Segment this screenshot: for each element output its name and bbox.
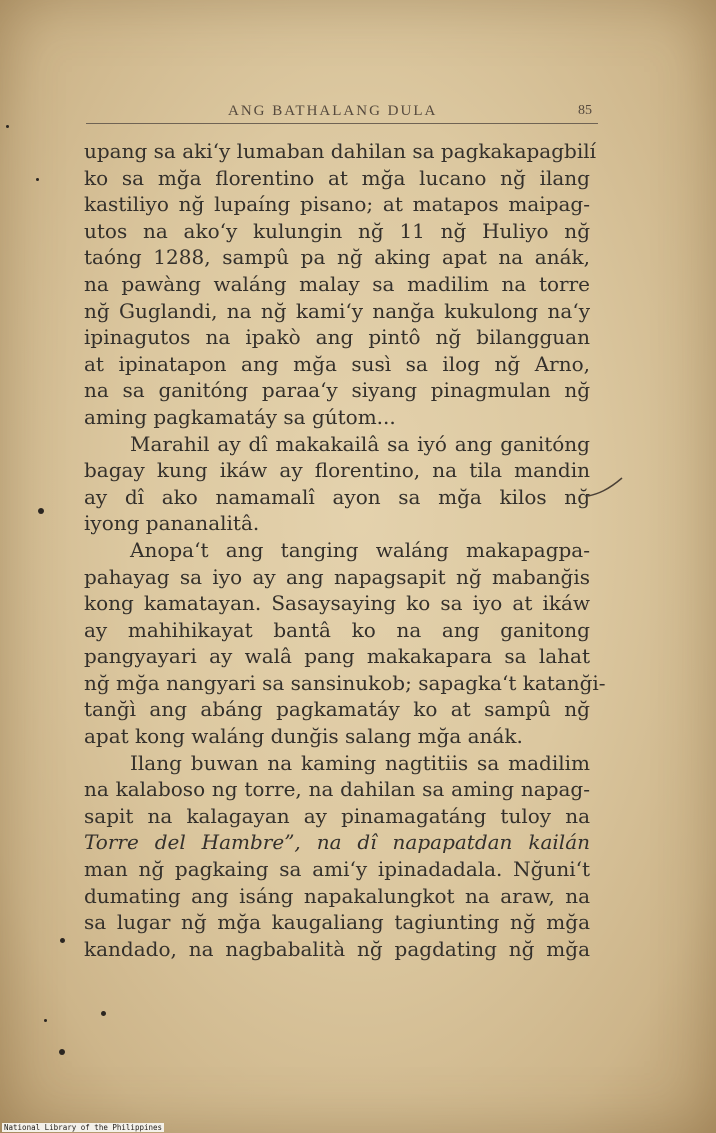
text-line: bagay kung ikáw ay florentino, na tila mandin [84, 458, 590, 483]
pen-mark-icon [586, 474, 626, 504]
text-line: pangyayari ay walâ pang makakapara sa lahat [84, 644, 590, 669]
ink-speck [101, 1011, 106, 1016]
text-line: tanğì ang abáng pagkamatáy ko at sampû nğ [84, 697, 590, 722]
text-line: ipinagutos na ipakò ang pintô nğ bilangguan [84, 325, 590, 350]
text-line: taóng 1288, sampû pa nğ aking apat na anák, [84, 245, 590, 270]
text-line: sa lugar nğ mğa kaugaliang tagiunting nğ mğa [84, 910, 590, 935]
paragraph-start-line: Marahil ay dî makakailâ sa iyó ang ganitóng [130, 431, 590, 456]
text-line: kandado, na nagbabalità nğ pagdating nğ mğa [84, 936, 590, 961]
text-line: ay dî ako namamalî ayon sa mğa kilos nğ [84, 484, 590, 509]
ink-speck [6, 125, 9, 128]
text-line: man nğ pagkaing sa ami‘y ipinadadala. Nğuni‘t [84, 857, 590, 882]
text-line: utos na ako‘y kulungin nğ 11 nğ Huliyo nğ [84, 218, 590, 243]
page-text [84, 138, 606, 962]
text-line: sapit na kalagayan ay pinamagatáng tuloy na [84, 803, 590, 828]
text-line-italic-title: Torre del Hambre”, na dî napapatdan kailán [84, 830, 590, 855]
ink-speck [38, 508, 44, 514]
library-credit: National Library of the Philippines [4, 1123, 163, 1132]
text-line: aming pagkamatáy sa gútom... [84, 404, 396, 429]
text-line: at ipinatapon ang mğa susì sa ilog nğ Arno, [84, 351, 590, 376]
text-line: apat kong waláng dunğis salang mğa anák. [84, 724, 523, 749]
text-line: na kalaboso ng torre, na dahilan sa aming napag- [84, 777, 590, 802]
ink-speck [59, 1049, 65, 1055]
ink-speck [60, 938, 65, 943]
text-line: kong kamatayan. Sasaysaying ko sa iyo at ikáw [84, 591, 590, 616]
paragraph-start-line: Ilang buwan na kaming nagtitiis sa madilim [130, 750, 590, 775]
ink-speck [44, 1019, 47, 1022]
text-line: upang sa aki‘y lumaban dahilan sa pagkakapagbilí [84, 139, 597, 163]
text-line: na pawàng waláng malay sa madilim na torre [84, 271, 590, 296]
ink-speck [36, 178, 39, 181]
text-line: ay mahihikayat bantâ ko na ang ganitong [84, 617, 590, 642]
text-line: dumating ang isáng napakalungkot na araw, na [84, 883, 590, 908]
text-line: ko sa mğa florentino at mğa lucano nğ ilang [84, 165, 590, 190]
text-line: nğ mğa nangyari sa sansinukob; sapagka‘t katanği- [84, 670, 606, 695]
text-line: iyong pananalitâ. [84, 511, 260, 536]
running-header [86, 103, 598, 124]
running-header-title: ANG BATHALANG DULA [228, 103, 438, 119]
text-line: na sa ganitóng paraa‘y siyang pinagmulan nğ [84, 378, 590, 403]
text-line: kastiliyo nğ lupaíng pisano; at matapos maipag- [84, 192, 590, 217]
text-line: pahayag sa iyo ay ang napagsapit nğ mabanğis [84, 564, 590, 589]
paragraph-start-line: Anopa‘t ang tanging waláng makapagpa- [130, 537, 590, 562]
page-number: 85 [578, 103, 592, 118]
text-line: nğ Guglandi, na nğ kami‘y nanğa kukulong na‘y [84, 298, 590, 323]
